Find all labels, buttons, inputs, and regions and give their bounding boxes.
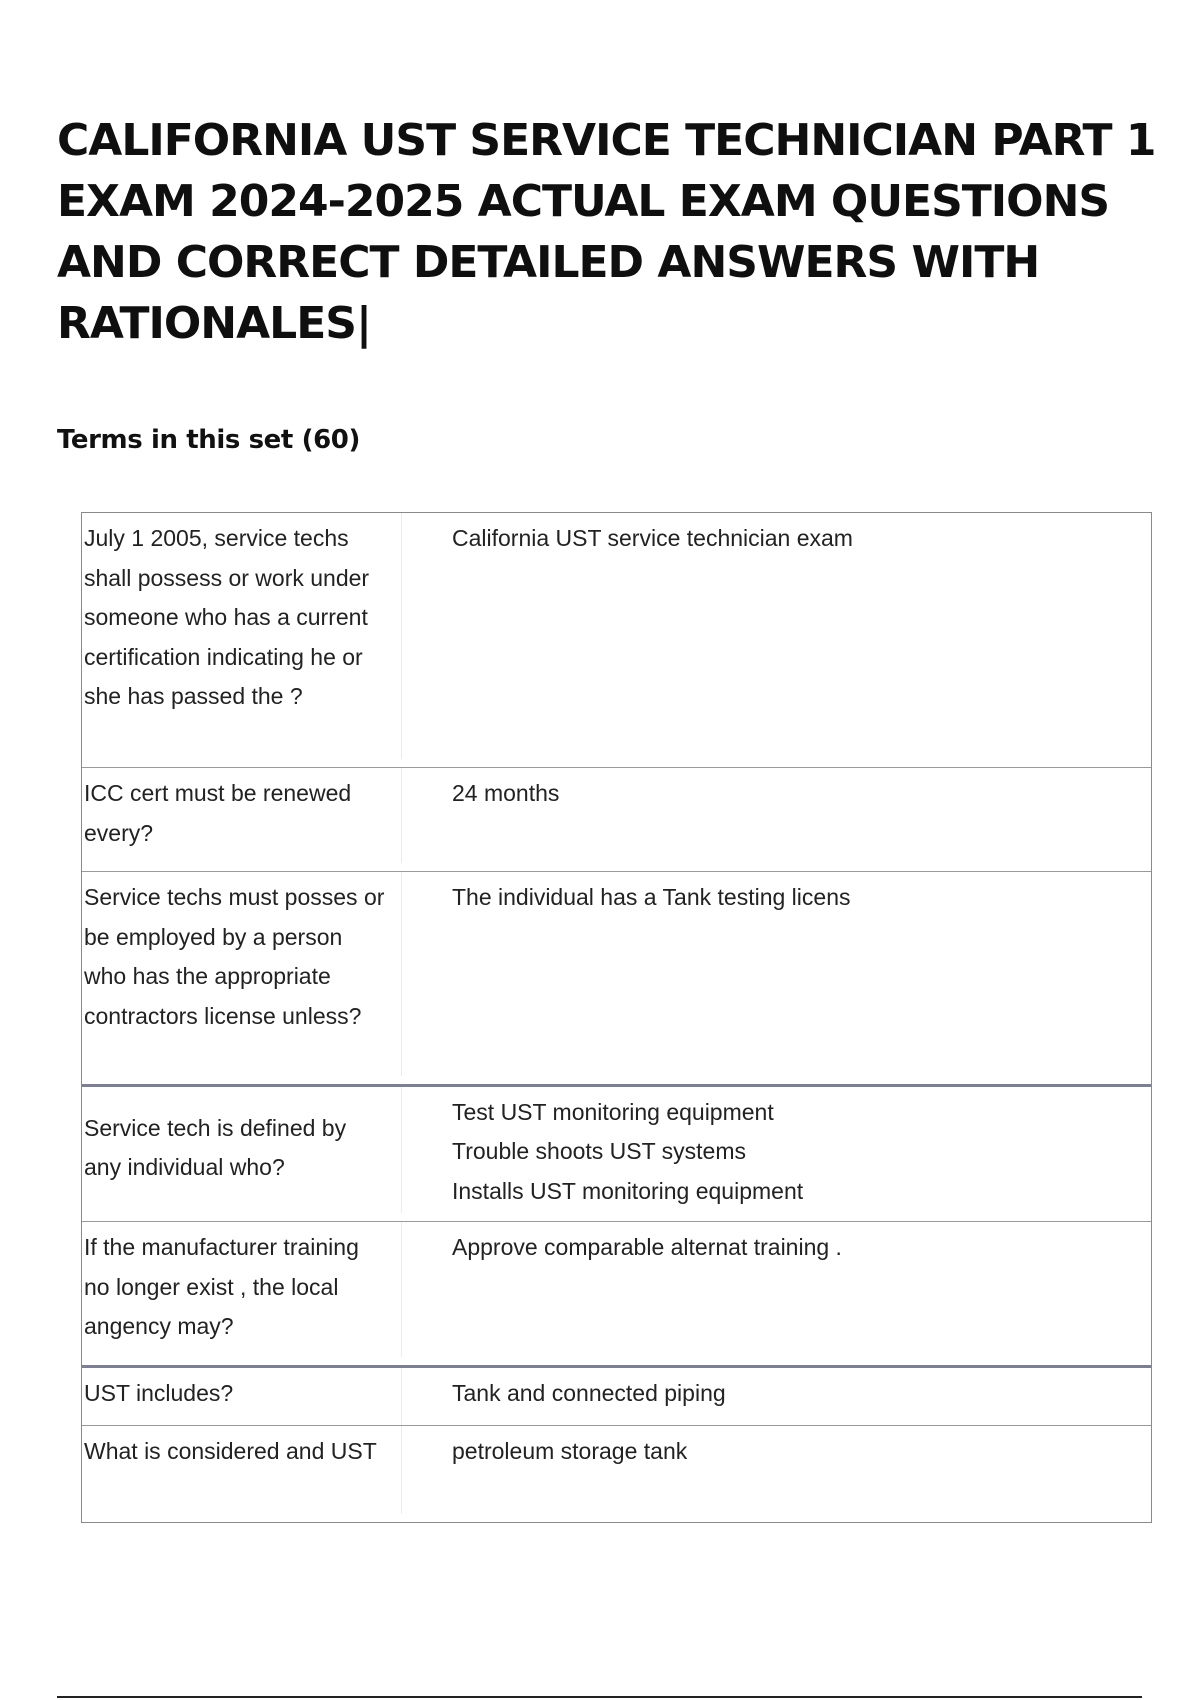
term-answer [402,1222,1151,1365]
term-answer-line: Installs UST monitoring equipment [452,1177,804,1204]
footer-divider [57,1696,1142,1698]
term-answer [402,513,1151,767]
term-row [82,1087,1151,1222]
term-answer-line: The individual has a Tank testing licens [452,884,851,910]
term-question: UST includes? [82,1368,402,1425]
term-question: ICC cert must be renewed every? [82,768,402,863]
term-answer-line: Trouble shoots UST systems [452,1138,746,1165]
term-answer-line: Test UST monitoring equipment [452,1098,774,1125]
term-row [82,872,1151,1087]
term-answer-line: Tank and connected piping [452,1379,726,1406]
term-row [82,768,1151,872]
term-answer-line: 24 months [452,780,560,806]
term-row [82,1222,1151,1368]
term-question: What is considered and UST [82,1426,402,1514]
term-answer [402,1426,1151,1522]
term-question: Service techs must posses or be employed by a person who has the appropriate contractors license unless? [82,872,402,1076]
term-answer [402,768,1151,871]
term-question: July 1 2005, service techs shall possess or work under someone who has a current certification indicating he or she has passed the ? [82,513,402,759]
term-answer-line: Approve comparable alternat training . [452,1234,842,1260]
term-answer [402,872,1151,1084]
term-question: If the manufacturer training no longer exist , the local angency may? [82,1222,402,1357]
page-title: CALIFORNIA UST SERVICE TECHNICIAN PART 1 EXAM 2024-2025 ACTUAL EXAM QUESTIONS AND CORRECT DETAILED ANSWERS WITH RATIONALES| [57,115,1156,349]
term-row [82,1426,1151,1522]
term-question-text: Service tech is defined by any individual who? [84,1114,347,1180]
term-answer-line: California UST service technician exam [452,525,853,551]
term-row [82,1368,1151,1426]
term-answer [402,1087,1151,1221]
terms-count-heading: Terms in this set (60) [57,425,360,455]
term-question [82,1087,402,1213]
terms-table [81,512,1152,1523]
term-answer-line: petroleum storage tank [452,1437,688,1464]
term-answer [402,1368,1151,1425]
term-row [82,513,1151,768]
